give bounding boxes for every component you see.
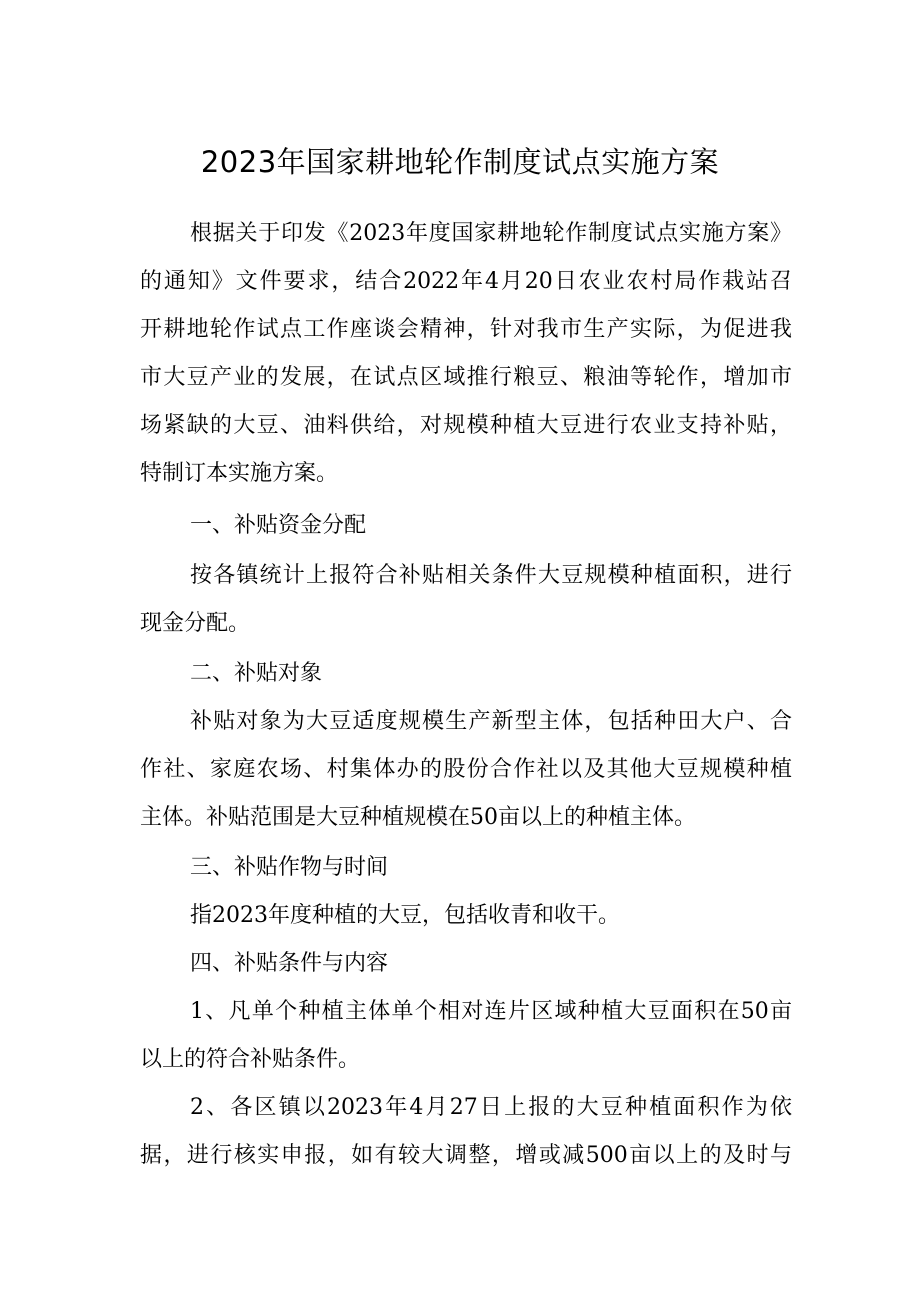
- section-heading-conditions: 四、补贴条件与内容: [190, 951, 389, 976]
- document-title: 2023年国家耕地轮作制度试点实施方案: [200, 145, 720, 179]
- intro-line-5: 场紧缺的大豆、油料供给，对规模种植大豆进行农业支持补贴，: [140, 413, 792, 438]
- section2-line-2: 作社、家庭农场、村集体办的股份合作社以及其他大豆规模种植: [140, 757, 792, 782]
- section4-line-1: 1、凡单个种植主体单个相对连片区域种植大豆面积在50亩: [190, 999, 792, 1024]
- section2-line-3: 主体。补贴范围是大豆种植规模在50亩以上的种植主体。: [140, 805, 696, 830]
- section4-line-4: 据，进行核实申报，如有较大调整，增或减500亩以上的及时与: [140, 1143, 792, 1168]
- section4-line-2: 以上的符合补贴条件。: [140, 1047, 361, 1072]
- section3-line-1: 指2023年度种植的大豆，包括收青和收干。: [190, 903, 620, 928]
- section1-line-2: 现金分配。: [140, 611, 251, 636]
- intro-line-6: 特制订本实施方案。: [140, 461, 339, 486]
- section2-line-1: 补贴对象为大豆适度规模生产新型主体，包括种田大户、合: [190, 709, 792, 734]
- intro-line-2: 的通知》文件要求，结合2022年4月20日农业农村局作栽站召: [140, 269, 792, 294]
- intro-line-1: 根据关于印发《2023年度国家耕地轮作制度试点实施方案》: [190, 221, 792, 246]
- intro-line-3: 开耕地轮作试点工作座谈会精神，针对我市生产实际，为促进我: [140, 317, 792, 342]
- section4-line-3: 2、各区镇以2023年4月27日上报的大豆种植面积作为依: [190, 1095, 792, 1120]
- section1-line-1: 按各镇统计上报符合补贴相关条件大豆规模种植面积，进行: [190, 563, 792, 588]
- section-heading-crop-time: 三、补贴作物与时间: [190, 855, 389, 880]
- intro-line-4: 市大豆产业的发展，在试点区域推行粮豆、粮油等轮作，增加市: [140, 365, 792, 390]
- section-heading-funds: 一、补贴资金分配: [190, 513, 367, 538]
- section-heading-target: 二、补贴对象: [190, 661, 323, 686]
